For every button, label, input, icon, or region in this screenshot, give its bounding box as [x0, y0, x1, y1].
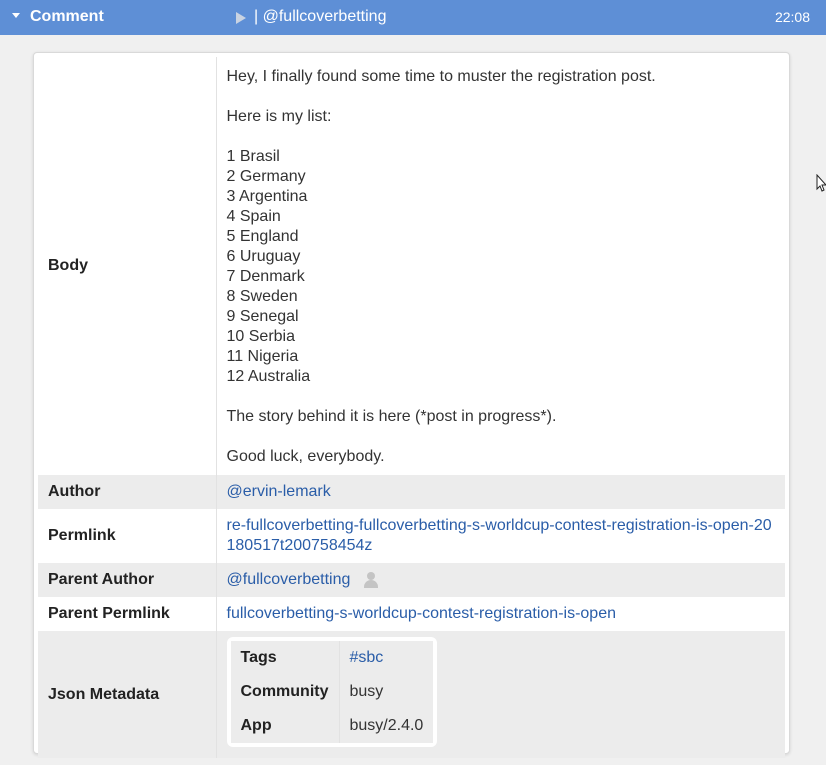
- author-link[interactable]: @ervin-lemark: [226, 483, 331, 500]
- meta-row-tags: [231, 641, 434, 675]
- list-item: 9 Senegal: [226, 308, 299, 325]
- play-icon[interactable]: [236, 12, 246, 24]
- author-row: [38, 475, 785, 509]
- parent-permlink-row: [38, 597, 785, 631]
- json-metadata-box: [227, 637, 438, 747]
- body-paragraph: Hey, I finally found some time to muster the registration post.: [226, 68, 656, 85]
- parent-permlink-label: Parent Permlink: [38, 597, 216, 631]
- list-item: 1 Brasil: [226, 148, 280, 165]
- parent-author-link[interactable]: @fullcoverbetting: [226, 571, 351, 588]
- comment-card: [33, 52, 790, 754]
- app-label: App: [231, 709, 340, 743]
- list-item: 10 Serbia: [226, 328, 295, 345]
- body-list: [227, 147, 776, 387]
- meta-row-app: [231, 709, 434, 743]
- comment-details-table: [38, 57, 785, 758]
- parent-permlink-link[interactable]: fullcoverbetting-s-worldcup-contest-registration-is-open: [226, 605, 616, 622]
- header-bar: [0, 0, 826, 35]
- body-paragraph: Here is my list:: [226, 108, 332, 125]
- community-value: busy: [339, 675, 433, 709]
- parent-author-label: Parent Author: [38, 563, 216, 597]
- parent-author-row: [38, 563, 785, 597]
- list-item: 11 Nigeria: [226, 348, 299, 365]
- body-row: [38, 57, 785, 475]
- mouse-cursor-icon: [816, 174, 826, 194]
- tags-label: Tags: [231, 641, 340, 675]
- list-item: 8 Sweden: [226, 288, 298, 305]
- list-item: 7 Denmark: [226, 268, 305, 285]
- body-text: [227, 57, 776, 475]
- list-item: 4 Spain: [226, 208, 281, 225]
- tag-link[interactable]: #sbc: [349, 649, 384, 666]
- body-paragraph: The story behind it is here (*post in progress*).: [226, 408, 557, 425]
- permlink-label: Permlink: [38, 509, 216, 563]
- json-metadata-row: [38, 631, 785, 758]
- body-paragraph: Good luck, everybody.: [226, 448, 385, 465]
- collapse-caret-icon[interactable]: [12, 13, 20, 18]
- user-icon[interactable]: [363, 572, 379, 588]
- community-label: Community: [231, 675, 340, 709]
- list-item: 3 Argentina: [226, 188, 308, 205]
- json-metadata-table: [231, 641, 434, 743]
- list-item: 6 Uruguay: [226, 248, 301, 265]
- app-value: busy/2.4.0: [339, 709, 433, 743]
- list-item: 2 Germany: [226, 168, 306, 185]
- body-value: [216, 57, 785, 475]
- header-account: | @fullcoverbetting: [254, 8, 387, 25]
- header-title[interactable]: Comment: [30, 8, 104, 25]
- permlink-row: [38, 509, 785, 563]
- author-label: Author: [38, 475, 216, 509]
- header-time: 22:08: [774, 9, 810, 25]
- permlink-link[interactable]: re-fullcoverbetting-fullcoverbetting-s-worldcup-contest-registration-is-open-20180517t200758454z: [226, 517, 772, 554]
- list-item: 12 Australia: [226, 368, 311, 385]
- json-metadata-label: Json Metadata: [38, 631, 216, 758]
- list-item: 5 England: [226, 228, 299, 245]
- meta-row-community: [231, 675, 434, 709]
- body-label: Body: [38, 57, 216, 475]
